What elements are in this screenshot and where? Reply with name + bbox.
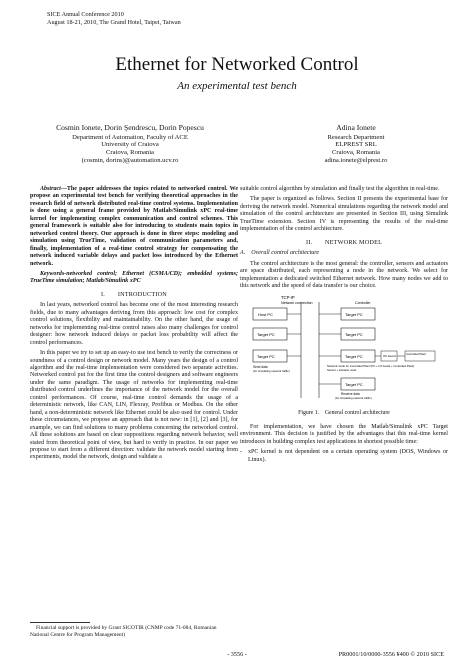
network-mode-label: Network mode for Controlled Plant (PC + I/O board + Controlled Plant) — [327, 364, 415, 369]
section-heading-introduction: I. INTRODUCTION — [101, 290, 167, 298]
plant-target-pc-label: Target PC — [345, 354, 363, 360]
author-names: Adina Ionete — [336, 123, 376, 132]
paper-title: Ethernet for Networked Control — [115, 54, 359, 75]
abstract-lead: Abstract — [40, 186, 61, 192]
right-paragraph-3: The control architecture is the most general: the controller, sensors and actuators are space distributed, each representing a node in the network. We select for implementation a dedicated switched Ethernet network. How many nodes we add to this network and the speed of data transfer is our choice. — [240, 260, 448, 289]
target-pc-label-3: Target PC — [257, 354, 275, 360]
tcpip-label: TCP-IP — [281, 295, 295, 301]
controller-target-pc-label: Target PC — [345, 312, 363, 318]
list-item: - xPC kernel is not dependent on a certain operating system (DOS, Windows or Linux). — [248, 449, 448, 464]
host-pc-label: Host PC — [258, 312, 273, 318]
target-pc-label-4: Target PC — [345, 382, 363, 388]
send-data-label: Send data — [253, 365, 268, 370]
author-email: adina.ionete@elprest.ro — [324, 156, 388, 164]
conference-name: SICE Annual Conference 2010 — [47, 11, 124, 18]
right-paragraph-4: For implementation, we have chosen the Matlab/Simulink xPC Target environment. This decision is justified by the advantages that this real-time kernel introduces in building complex test applications in shortest possible time: — [240, 423, 448, 445]
subsection-heading-a: A. Overall control architecture — [240, 250, 320, 257]
section-heading-network-model: II. NETWORK MODEL — [305, 238, 383, 246]
conference-venue: August 18-21, 2010, The Grand Hotel, Taipei, Taiwan — [47, 18, 181, 26]
keywords: Keywords-networked control; Ethernet (CSMA/CD); embedded systems; TrueTime simulation; Matlab/Simulink xPC — [30, 270, 238, 285]
author-email: (cosmin, dorins)@automation.ucv.ro — [81, 156, 179, 164]
author-affiliation: Department of Automation, Faculty of ACE — [72, 133, 188, 141]
author-names: Cosmin Ionete, Dorin Şendrescu, Dorin Popescu — [56, 123, 204, 132]
author-block-right — [256, 124, 456, 165]
right-paragraph-1: suitable control algorithm by simulation and finally test the algorithm in real-time. — [240, 186, 440, 192]
paper-subtitle: An experimental test bench — [177, 80, 297, 92]
target-pc-label-2: Target PC — [345, 332, 363, 338]
publication-code: PR0001/10/0000-3556 ¥400 © 2010 SICE — [338, 651, 444, 658]
receive-data-label: Receive data — [341, 392, 360, 397]
author-company: ELPREST SRL — [335, 141, 377, 149]
author-block-left — [30, 124, 230, 165]
intro-paragraph-2: In this paper we try to set up an easy-to use test bench to verify the correctness or soundness of a control design or network model. Many years the design of a control algorithm and the real-time implementation were considered two separate activities. Networked control put for the first time the control designers and software engineers under the same paradigm. The usage of networks for implementing real-time distributed control underlines the importance of the network model for the overall control performances. Of course, real-time control demands the usage of a deterministic network, like CAN, LIN, Flexray, Profibus or Modbus. On the other hand, a non-deterministic network like Ethernet could be also used for control. Under these circumstances, we propose an approach that is not new: in [1], [2] and [3], for example, we can find solutions to many problems concerning the networked control. All these solutions are based on clear suppositions regarding network behavior, well stated from theoretical point of view, but hard to verify in practice. In our paper we propose to start from a different direction: validate the network model starting from experiments, model the network, design and validate a — [30, 350, 238, 461]
author-city: Craiova, Romania — [332, 149, 380, 157]
author-university: University of Craiova — [101, 141, 159, 149]
intro-paragraph-1: In last years, networked control has become one of the most interesting research fields, due to many advantages deriving from this approach: low cost for complex control solutions, flexibility and maintainability. On the other hand, the usage of networks for implementing real-time control raises also many challenges for control designer: how network induced delays or packet loss probability will affect the control performances. — [30, 302, 238, 346]
network-connection-label: Network connection — [281, 301, 313, 306]
abstract — [30, 186, 238, 268]
controller-label: Controller — [355, 301, 371, 306]
receive-data-sublabel: (for simulating network traffic) — [335, 396, 372, 401]
controlled-plant-label: Controlled Plant — [406, 352, 426, 357]
target-pc-label-1: Target PC — [257, 332, 275, 338]
footnote: Financial support is provided by Grant SICOTIR (CNMP code 71-084, Romanian National Centre for Program Management) — [30, 625, 217, 638]
right-paragraph-2: The paper is organized as follows. Section II presents the experimental base for deriving the network model. Numerical simulations regarding the network model and simulation of the control architecture are presented in Section III, using Simulink TrueTime extension. Section IV is representing the results of the real-time implementation of the control architecture. — [240, 196, 448, 233]
architecture-diagram — [245, 294, 445, 406]
left-column — [30, 186, 238, 465]
page-number: - 3556 - — [227, 651, 247, 658]
author-affiliation: Research Department — [327, 133, 385, 141]
figure-1-diagram — [245, 294, 445, 406]
send-data-sublabel: (for simulating network traffic) — [253, 369, 290, 374]
network-mode-sublabel: Sensor + Actuator node — [327, 368, 357, 373]
figure-1-caption: Figure 1. General control architecture — [298, 410, 390, 417]
footnote-divider — [30, 622, 90, 623]
author-city: Craiova, Romania — [106, 149, 154, 157]
right-column — [240, 186, 448, 464]
io-board-label: I/O board — [383, 354, 396, 359]
advantages-list — [240, 449, 448, 464]
conference-header — [47, 11, 181, 26]
abstract-text: —The paper addresses the topics related to networked control. We propose an experimental test bench for verifying theoretical approaches in the research field of network distributed real-time control systems. Implementation is done using a general frame provided by Matlab/Simulink xPC real-time kernel for implementing complex communication and control schemes. This general framework is suitable also for introducing to students main topics in networked control theory. Our approach is done in three steps: modeling and simulation using TrueTime, validation of communication parameters and, finally, implementation of a real-time control strategy for compensating the network induced variable delays and packet loss introduced by the Ethernet network. — [30, 186, 238, 267]
